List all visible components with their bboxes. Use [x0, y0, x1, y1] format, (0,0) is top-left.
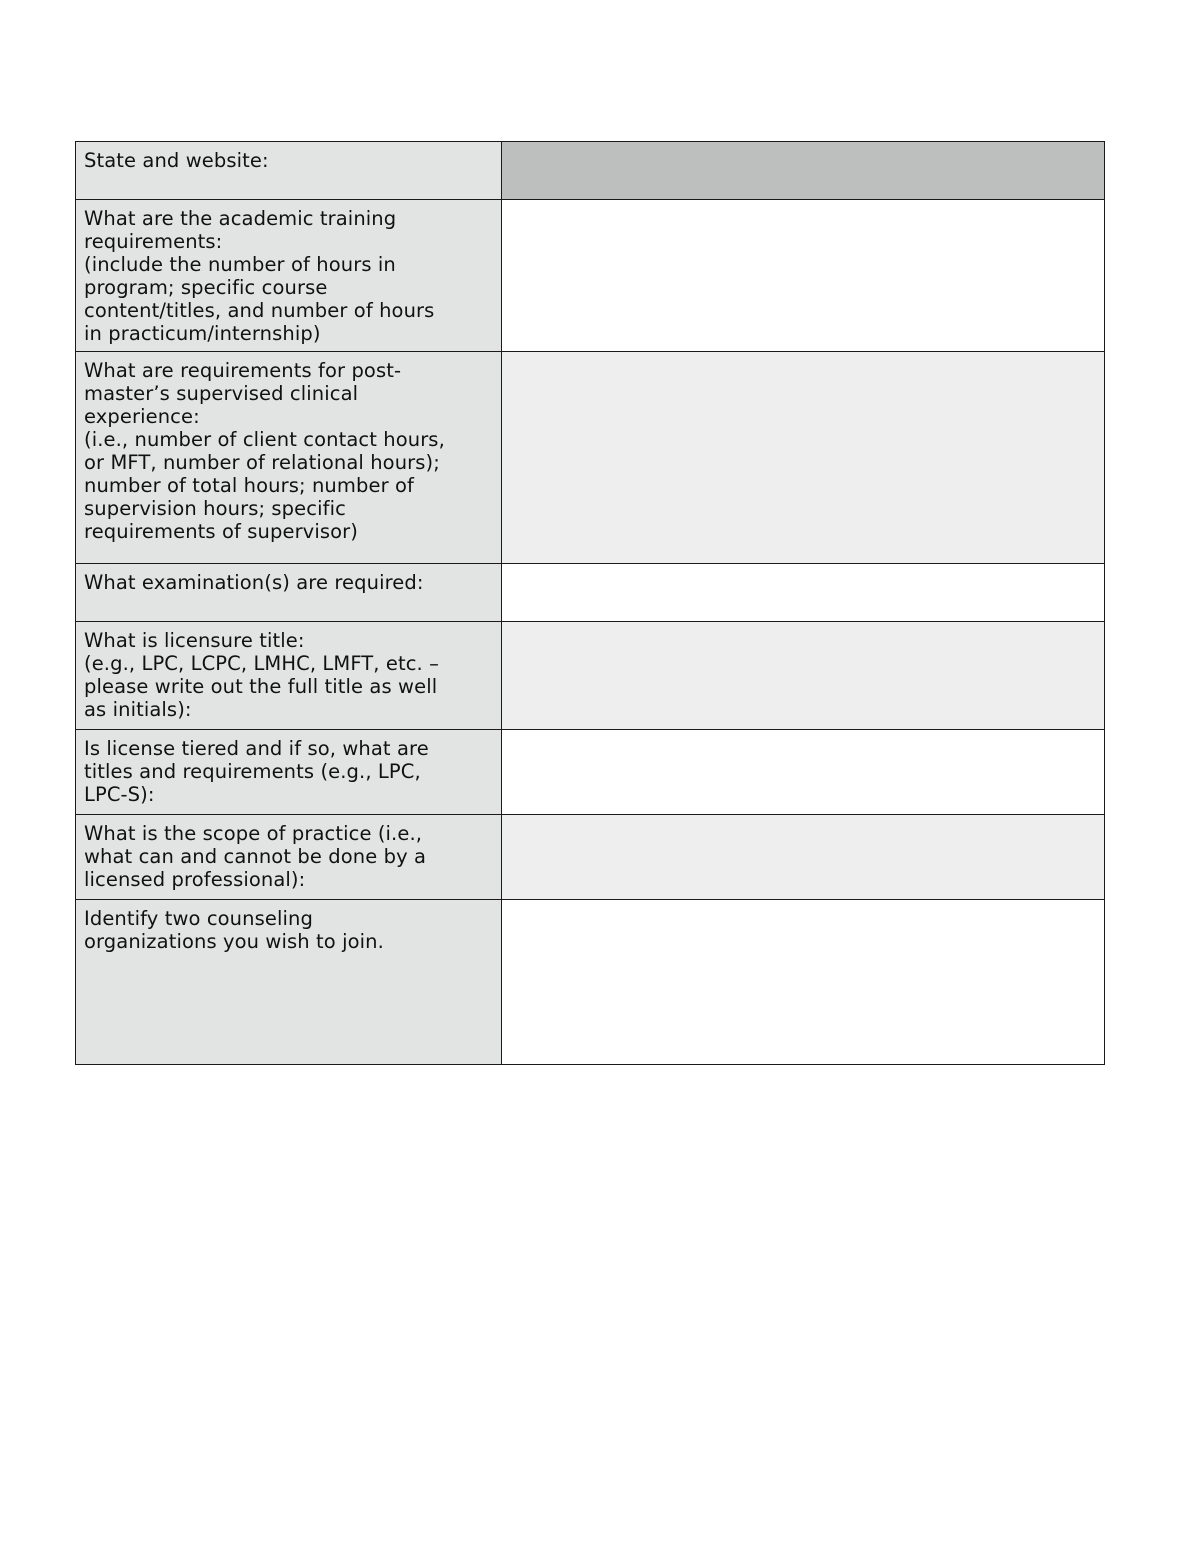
label-line: master’s supervised clinical	[84, 382, 359, 405]
label-line: What is licensure title:	[84, 629, 305, 652]
state-website-field[interactable]	[502, 142, 1105, 200]
label-line: experience:	[84, 405, 200, 428]
license-tiered-row	[76, 730, 1105, 815]
scope-of-practice-label	[76, 815, 502, 900]
supervised-experience-label	[76, 352, 502, 564]
scope-of-practice-row	[76, 815, 1105, 900]
label-line: LPC-S):	[84, 783, 155, 806]
organizations-field[interactable]	[502, 900, 1105, 1065]
label-line: (e.g., LPC, LCPC, LMHC, LMFT, etc. –	[84, 652, 440, 675]
header-row	[76, 142, 1105, 200]
licensure-title-field[interactable]	[502, 622, 1105, 730]
label-line: titles and requirements (e.g., LPC,	[84, 760, 421, 783]
label-line: requirements:	[84, 230, 223, 253]
academic-training-row	[76, 200, 1105, 352]
label-line: What are requirements for post-	[84, 359, 402, 382]
label-line: content/titles, and number of hours	[84, 299, 435, 322]
examinations-field[interactable]	[502, 564, 1105, 622]
academic-training-field[interactable]	[502, 200, 1105, 352]
label-line: (include the number of hours in	[84, 253, 396, 276]
organizations-row	[76, 900, 1105, 1065]
licensure-title-label	[76, 622, 502, 730]
label-line: requirements of supervisor)	[84, 520, 358, 543]
label-line: as initials):	[84, 698, 192, 721]
academic-training-label	[76, 200, 502, 352]
licensure-title-row	[76, 622, 1105, 730]
label-line: program; specific course	[84, 276, 328, 299]
label-line: licensed professional):	[84, 868, 306, 891]
supervised-experience-row	[76, 352, 1105, 564]
label-line: What are the academic training	[84, 207, 397, 230]
label-line: organizations you wish to join.	[84, 930, 384, 953]
label-line: what can and cannot be done by a	[84, 845, 427, 868]
state-website-label-text: State and website:	[84, 149, 269, 172]
label-line: Is license tiered and if so, what are	[84, 737, 429, 760]
license-tiered-field[interactable]	[502, 730, 1105, 815]
examinations-label	[76, 564, 502, 622]
label-line: Identify two counseling	[84, 907, 313, 930]
label-line: What examination(s) are required:	[84, 571, 424, 594]
label-line: What is the scope of practice (i.e.,	[84, 822, 423, 845]
organizations-label	[76, 900, 502, 1065]
examinations-row	[76, 564, 1105, 622]
label-line: supervision hours; specific	[84, 497, 346, 520]
label-line: or MFT, number of relational hours);	[84, 451, 440, 474]
state-website-label	[76, 142, 502, 200]
label-line: please write out the full title as well	[84, 675, 438, 698]
label-line: (i.e., number of client contact hours,	[84, 428, 445, 451]
supervised-experience-field[interactable]	[502, 352, 1105, 564]
licensure-form-table	[75, 141, 1105, 1065]
label-line: in practicum/internship)	[84, 322, 321, 345]
label-line: number of total hours; number of	[84, 474, 414, 497]
license-tiered-label	[76, 730, 502, 815]
scope-of-practice-field[interactable]	[502, 815, 1105, 900]
